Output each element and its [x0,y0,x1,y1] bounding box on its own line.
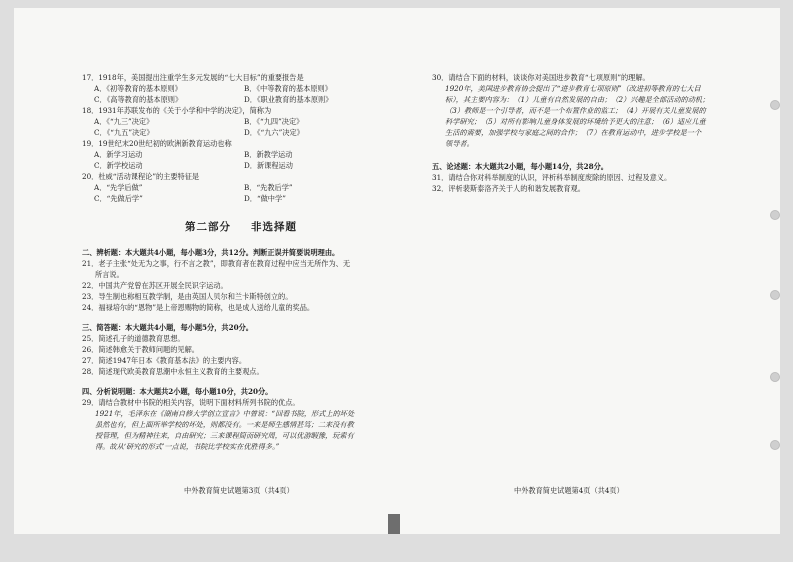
option-b: B．《“九四”决定》 [244,117,304,126]
question-24: 24．福禄培尔的“恩物”是上帝恩赐物的简称，也是成人送给儿童的奖品。 [82,303,315,312]
option-d: D．《职业教育的基本原则》 [244,95,333,104]
question-22: 22．中国共产党曾在苏区开展全民识字运动。 [82,281,228,290]
right-column [432,72,728,194]
left-column [82,72,400,452]
passage-line: 1920年，美国进步教育协会提出了“进步教育七项原则”（改进初等教育的七大目 [445,84,701,93]
question-30: 30．请结合下面的材料，谈谈你对美国进步教育“七项原则”的理解。 [432,73,650,82]
section-heading: 三、简答题：本大题共4小题，每小题5分，共20分。 [82,323,253,332]
page-footer-right: 中外教育简史试题第4页（共4页） [514,486,624,495]
binder-hole-icon [770,290,780,300]
option-b: B．新教学运动 [244,150,293,159]
passage-line: 领导者。 [445,139,474,148]
question-27: 27．简述1947年日本《教育基本法》的主要内容。 [82,356,247,365]
question-29: 29．请结合教材中书院的相关内容，说明下面材料所列书院的优点。 [82,398,300,407]
binder-hole-icon [770,372,780,382]
option-d: D．“做中学” [244,194,286,203]
part-two-title: 第二部分 非选择题 [185,221,297,233]
option-a: A．“先学后做” [94,183,143,192]
option-b: B．《中等教育的基本原则》 [244,84,332,93]
question-20: 20．杜威“活动课程论”的主要特征是 [82,172,200,181]
option-c: C．“先做后学” [94,194,143,203]
question-28: 28．简述现代欧美教育思潮中永恒主义教育的主要观点。 [82,367,264,376]
passage-line: （3）教师是一个引导者，而不是一个布置作业的监工；（4）开展有关儿童发展的 [445,106,706,115]
page-footer-left: 中外教育简史试题第3页（共4页） [184,486,294,495]
question-18: 18．1931年苏联发布的《关于小学和中学的决定》，简称为 [82,106,272,115]
option-d: D．《“九六”决定》 [244,128,304,137]
question-25: 25．简述孔子的道德教育思想。 [82,334,185,343]
question-19: 19．19世纪末20世纪初的欧洲新教育运动也称 [82,139,232,148]
option-a: A．新学习运动 [94,150,143,159]
option-c: C．新学校运动 [94,161,143,170]
binder-hole-icon [770,440,780,450]
section-heading: 二、辨析题：本大题共4小题，每小题3分，共12分。判断正误并简要说明理由。 [82,248,340,257]
section-heading: 五、论述题：本大题共2小题，每小题14分，共28分。 [432,162,608,171]
section-heading: 四、分析说明题：本大题共2小题，每小题10分，共20分。 [82,387,273,396]
passage-line: 授管理，但为精神往来，自由研究；三来课程简而研究周，可以优游暇豫，玩索有 [95,431,354,440]
question-26: 26．简述韩愈关于教师问题的见解。 [82,345,199,354]
question-17: 17．1918年，美国提出注重学生多元发展的“七大目标”的重要报告是 [82,73,304,82]
passage-line: 虽然也有，但上面所举学校的坏处，则都没有。一来是师生感情甚笃；二来没有教 [95,420,354,429]
question-23: 23．导生制也称相互教学制，是由英国人贝尔和兰卡斯特创立的。 [82,292,293,301]
option-a: A．《“九三”决定》 [94,117,154,126]
option-c: C．《高等教育的基本原则》 [94,95,183,104]
passage-line: 标），其主要内容为：（1）儿童有自然发展的自由；（2）兴趣是全部活动的动机； [445,95,710,104]
option-c: C．《“九五”决定》 [94,128,154,137]
passage-line: 1921年，毛泽东在《湖南自修大学创立宣言》中曾说：“回看书院，形式上的坏处 [95,409,355,418]
question-21: 21．老子主张“处无为之事，行不言之教”，即教育者在教育过程中应当无所作为、无 [82,259,351,268]
scan-marker-icon [388,514,400,534]
binder-hole-icon [770,100,780,110]
passage-line: 科学研究；（5）对所有影响儿童身体发展的环境给予更大的注意；（6）适应儿童 [445,117,706,126]
question-31: 31．请结合你对科举制度的认识，评析科举制度废除的原因、过程及意义。 [432,173,672,182]
question-32: 32．评析裴斯泰洛齐关于人的和谐发展教育观。 [432,184,585,193]
option-d: D．新课程运动 [244,161,293,170]
binder-hole-icon [770,210,780,220]
exam-page [14,8,780,534]
question-21-cont: 所言说。 [95,270,124,279]
passage-line: 得。故从‘研究的形式’一点说，书院比学校实在优胜得多。” [95,442,280,451]
passage-line: 生活的需要，加强学校与家庭之间的合作；（7）在教育运动中，进步学校是一个 [445,128,702,137]
option-a: A．《初等教育的基本原则》 [94,84,182,93]
option-b: B．“先教后学” [244,183,293,192]
